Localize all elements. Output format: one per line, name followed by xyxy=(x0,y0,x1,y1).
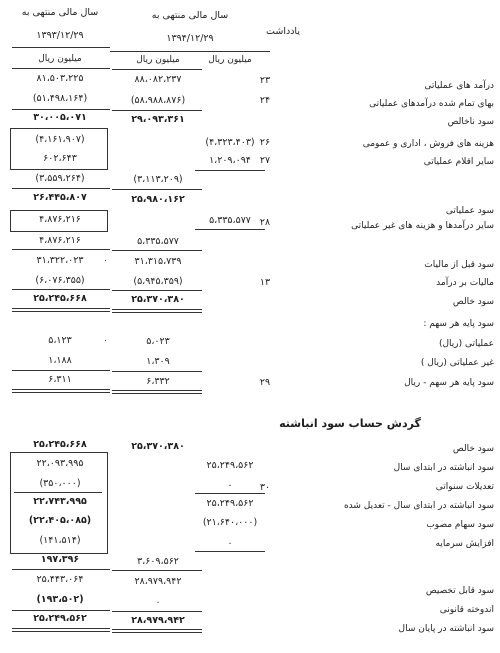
rule-eps-total-b xyxy=(12,392,110,393)
rule-cost xyxy=(12,109,110,110)
value-re-div-col3: (۲۱،۶۴۰،۰۰۰) xyxy=(202,517,258,528)
value-re-distributable-col1: ۲۵،۴۴۳،۰۶۴ xyxy=(36,574,84,585)
label-cost: بهای تمام شده درآمدهای عملیاتی xyxy=(369,99,494,109)
rule-net-a xyxy=(12,308,110,309)
col1-unit: میلیون ریال xyxy=(38,54,82,64)
rule-eps-total-c xyxy=(112,390,202,391)
note-sga: ۲۶ xyxy=(259,137,271,148)
value-re-adj-col3: . xyxy=(228,478,232,489)
rule-re-adj-3 xyxy=(195,493,265,494)
value-nonop-col1: ۴،۸۷۶،۲۱۶ xyxy=(39,214,81,225)
value-gross-col1: ۳۰،۰۰۵،۰۷۱ xyxy=(33,112,87,123)
value-eps-total-col2: ۶،۳۳۲ xyxy=(146,376,170,387)
rule-re-close-d xyxy=(112,632,202,633)
value-re-net-col1: ۲۵،۲۴۵،۶۶۸ xyxy=(33,439,87,450)
rule-re-close-b xyxy=(12,631,110,632)
rule-cost-2 xyxy=(112,110,202,111)
col3-unit: میلیون ریال xyxy=(208,55,252,65)
rule-net-c xyxy=(112,309,202,310)
rule-eps-2 xyxy=(112,371,202,372)
rule-eps xyxy=(12,370,110,371)
label-re-net: سود خالص xyxy=(452,444,494,454)
value-re-adj-col1: (۳۵۰،۰۰۰) xyxy=(39,478,81,489)
value-re-open-adj-col3: ۲۵،۲۴۹،۵۶۲ xyxy=(206,498,254,509)
value-tax-col2: (۵،۹۴۵،۳۵۹) xyxy=(133,276,183,287)
value-eps-op-col2: ۵،۰۲۳ xyxy=(146,336,170,347)
label-sga: هزینه های فروش ، اداری و عمومی xyxy=(362,139,494,149)
note-other-op: ۲۷ xyxy=(259,155,271,166)
value-cost-col1: (۵۱،۴۹۸،۱۶۴) xyxy=(32,93,88,104)
label-operating: سود عملیاتی xyxy=(445,206,494,216)
label-other-op: سایر اقلام عملیاتی xyxy=(423,157,494,167)
value-re-reserve-col1: (۱۹۳،۵۰۲) xyxy=(36,594,84,605)
label-re-distributable: سود قابل تخصیص xyxy=(425,586,494,596)
note-cost: ۲۴ xyxy=(259,95,271,106)
eps-op-dot: . xyxy=(104,334,107,344)
value-nonop-sum-col2: ۵،۳۳۵،۵۷۷ xyxy=(137,236,179,247)
col2-header: سال مالی منتهی به xyxy=(151,10,229,21)
rule-net-b xyxy=(12,311,110,312)
rule-nonop-col3 xyxy=(195,229,265,230)
unit-rule xyxy=(12,68,110,69)
value-re-open-col3: ۲۵،۲۴۹،۵۶۲ xyxy=(206,460,254,471)
value-eps-nonop-col2: ۱،۳۰۹ xyxy=(146,356,170,367)
label-re-adj: تعدیلات سنواتی xyxy=(435,482,494,492)
value-re-cap-col3: . xyxy=(228,536,232,547)
value-re-close-col1: ۲۵،۲۴۹،۵۶۲ xyxy=(33,613,87,624)
value-revenue-col1: ۸۱،۵۰۳،۲۲۵ xyxy=(36,73,84,84)
label-eps-nonop: غیر عملیاتی (ریال ) xyxy=(420,358,494,368)
note-revenue: ۲۳ xyxy=(259,75,271,86)
label-re-reserve: اندوخته قانونی xyxy=(439,605,494,615)
col1-header-rule xyxy=(12,47,110,48)
value-re-open-col1: ۲۲،۰۹۳،۹۹۵ xyxy=(36,458,84,469)
rule-tax-2 xyxy=(112,290,202,291)
note-re-adj: ۳۰ xyxy=(259,482,271,493)
rule-re-reserve xyxy=(12,610,110,611)
value-op-sum-col2: (۳،۱۱۳،۲۰۹) xyxy=(133,174,183,185)
value-re-cap-col1: (۱۴۱،۵۱۴) xyxy=(39,535,81,546)
value-eps-op-col1: ۵،۱۲۳ xyxy=(48,335,72,346)
rule-op-sum-2 xyxy=(112,189,202,190)
value-operating-col1: ۲۶،۴۴۵،۸۰۷ xyxy=(33,192,87,203)
value-gross-col2: ۲۹،۰۹۳،۳۶۱ xyxy=(131,114,185,125)
rule-re-reserve-2 xyxy=(112,611,202,612)
note-header: یادداشت xyxy=(266,26,300,37)
rule-op-sum xyxy=(12,188,110,189)
rule-net-d xyxy=(112,312,202,313)
col2-header-rule xyxy=(110,51,270,52)
value-operating-col2: ۲۵،۹۸۰،۱۶۲ xyxy=(131,194,185,205)
value-sga-col3: (۴،۳۲۳،۴۰۳) xyxy=(205,137,255,148)
value-eps-total-col1: ۶،۳۱۱ xyxy=(48,374,72,385)
label-revenue: درآمد های عملیاتی xyxy=(424,81,494,91)
rule-re-close-c xyxy=(112,629,202,630)
rule-eps-total-d xyxy=(112,393,202,394)
col2-unit: میلیون ریال xyxy=(136,55,180,65)
label-eps-total: سود پایه هر سهم - ریال xyxy=(404,378,494,388)
rule-eps-total-a xyxy=(12,389,110,390)
rule-tax xyxy=(12,289,110,290)
value-re-subtotal-col1: ۱۹۷،۳۹۶ xyxy=(40,554,80,565)
rule-re-cap-3 xyxy=(195,551,265,552)
value-sga-col1: (۴،۱۶۱،۹۰۷) xyxy=(35,134,85,145)
label-re-div: سود سهام مصوب xyxy=(426,520,494,530)
rule-opex-col3 xyxy=(195,170,265,171)
note-eps: ۲۹ xyxy=(259,377,271,388)
label-nonop: سایر درآمدها و هزینه های غیر عملیاتی xyxy=(351,221,494,231)
col1-header: سال مالی منتهی به xyxy=(21,7,99,18)
value-net-col1: ۲۵،۲۴۵،۶۶۸ xyxy=(33,293,87,304)
value-re-reserve-col2: . xyxy=(156,595,160,606)
label-re-open-adj: سود انباشته در ابتدای سال - تعدیل شده xyxy=(343,501,494,511)
retained-title: گردش حساب سود انباشته xyxy=(279,417,421,430)
note-nonop: ۲۸ xyxy=(259,217,271,228)
rule-re-close-a xyxy=(12,628,110,629)
rule-re-subtotal-2 xyxy=(112,570,202,571)
value-nonop-col3: ۵،۳۳۵،۵۷۷ xyxy=(209,215,251,226)
value-re-net-col2: ۲۵،۳۷۰،۳۸۰ xyxy=(131,441,185,452)
label-pretax: سود قبل از مالیات xyxy=(424,260,494,270)
value-cost-col2: (۵۸،۹۸۸،۸۷۶) xyxy=(130,95,186,106)
value-net-col2: ۲۵،۳۷۰،۳۸۰ xyxy=(131,294,185,305)
label-eps-op: عملیاتی (ریال) xyxy=(438,339,494,349)
col2-date: ۱۳۹۴/۱۲/۲۹ xyxy=(166,33,214,44)
rule-re-adj xyxy=(14,492,102,493)
col1-date: ۱۳۹۳/۱۲/۲۹ xyxy=(36,30,84,41)
label-net: سود خالص xyxy=(452,297,494,307)
unit-rule-2 xyxy=(112,69,202,70)
label-eps-head: سود پایه هر سهم : xyxy=(423,319,494,329)
value-tax-col1: (۶،۰۷۶،۳۵۵) xyxy=(35,275,85,286)
note-tax: ۱۳ xyxy=(259,277,271,288)
value-other-op-col1: ۶۰۲،۶۴۳ xyxy=(43,153,77,164)
value-re-open-adj-col1: ۲۲،۷۴۳،۹۹۵ xyxy=(33,496,87,507)
pretax-dot: . xyxy=(104,254,107,264)
value-nonop-sum-col1: ۴،۸۷۶،۲۱۶ xyxy=(39,235,81,246)
value-op-sum-col1: (۳،۵۵۹،۲۶۴) xyxy=(35,173,85,184)
label-gross: سود ناخالص xyxy=(447,117,494,127)
value-re-div-col1: (۲۲،۴۰۵،۰۸۵) xyxy=(28,515,92,526)
rule-nonop-sum xyxy=(12,249,110,250)
value-revenue-col2: ۸۸،۰۸۲،۲۳۷ xyxy=(134,74,182,85)
value-re-close-col2: ۲۸،۹۷۹،۹۴۲ xyxy=(131,615,185,626)
value-eps-nonop-col1: ۱،۱۸۸ xyxy=(48,355,72,366)
label-re-close: سود انباشته در پایان سال xyxy=(398,624,494,634)
label-re-open: سود انباشته در ابتدای سال xyxy=(393,463,494,473)
label-tax: مالیات بر درآمد xyxy=(436,278,494,288)
value-re-distributable-col2: ۲۸،۹۷۹،۹۴۲ xyxy=(134,576,182,587)
value-other-op-col3: ۱،۲۰۹،۰۹۴ xyxy=(209,155,251,166)
value-pretax-col2: ۳۱،۳۱۵،۷۳۹ xyxy=(134,256,182,267)
rule-nonop-sum-2 xyxy=(112,250,202,251)
rule-re-subtotal xyxy=(12,569,110,570)
label-re-cap: افزایش سرمایه xyxy=(435,539,494,549)
value-pretax-col1: ۳۱،۳۲۲،۰۲۳ xyxy=(36,255,84,266)
value-re-subtotal-col2: ۳،۶۰۹،۵۶۲ xyxy=(137,556,179,567)
